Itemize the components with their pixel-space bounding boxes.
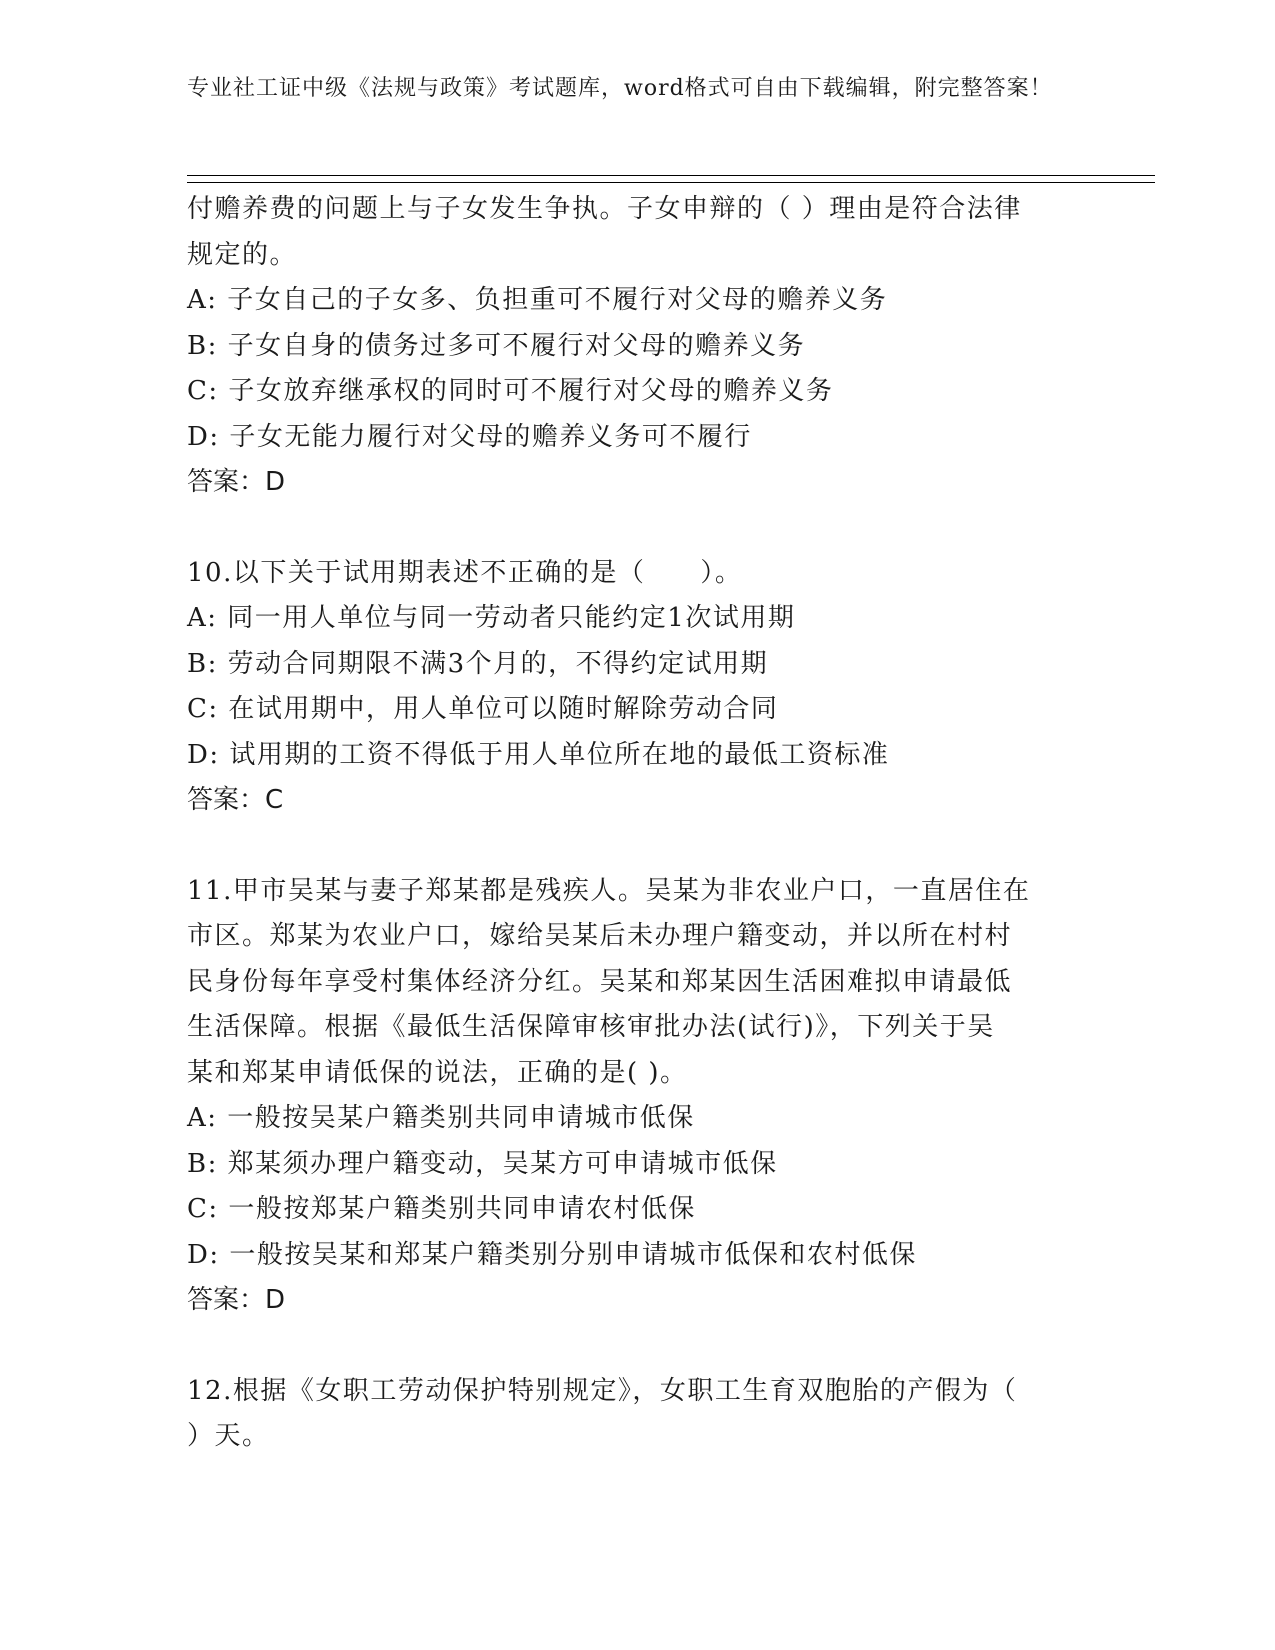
- option-c: C: 一般按郑某户籍类别共同申请农村低保: [187, 1194, 696, 1224]
- option-a: A: 一般按吴某户籍类别共同申请城市低保: [187, 1103, 695, 1133]
- question-stem: 市区。郑某为农业户口，嫁给吴某后未办理户籍变动，并以所在村村: [187, 921, 1013, 951]
- question-12: [187, 1369, 1087, 1460]
- header-divider-bottom: [187, 182, 1155, 183]
- question-stem: 12.根据《女职工劳动保护特别规定》，女职工生育双胞胎的产假为（: [187, 1375, 1018, 1406]
- option-b: B: 劳动合同期限不满3个月的，不得约定试用期: [187, 648, 769, 679]
- option-d: D: 试用期的工资不得低于用人单位所在地的最低工资标准: [187, 739, 890, 770]
- question-list: [187, 187, 1087, 1460]
- question-stem: 付赡养费的问题上与子女发生争执。子女申辩的（ ）理由是符合法律: [187, 194, 1022, 224]
- option-b: B: 郑某须办理户籍变动，吴某方可申请城市低保: [187, 1148, 778, 1179]
- option-a: A: 子女自己的子女多、负担重可不履行对父母的赡养义务: [187, 285, 888, 315]
- option-b: B: 子女自身的债务过多可不履行对父母的赡养义务: [187, 330, 806, 361]
- question-stem: ）天。: [187, 1421, 270, 1451]
- option-c: C: 在试用期中，用人单位可以随时解除劳动合同: [187, 694, 779, 724]
- question-9: [187, 187, 1087, 506]
- question-stem: 生活保障。根据《最低生活保障审核审批办法(试行)》，下列关于吴: [187, 1012, 995, 1042]
- answer: 答案：D: [187, 467, 286, 497]
- header-text: 专业社工证中级《法规与政策》考试题库，word格式可自由下载编辑，附完整答案！: [187, 76, 1053, 101]
- question-11: [187, 869, 1087, 1324]
- question-stem: 规定的。: [187, 239, 298, 270]
- header-divider-top: [187, 175, 1155, 176]
- option-c: C: 子女放弃继承权的同时可不履行对父母的赡养义务: [187, 376, 834, 406]
- option-a: A: 同一用人单位与同一劳动者只能约定1次试用期: [187, 603, 796, 633]
- option-d: D: 子女无能力履行对父母的赡养义务可不履行: [187, 421, 752, 452]
- document-header: [187, 72, 1077, 105]
- question-stem: 某和郑某申请低保的说法，正确的是( )。: [187, 1057, 688, 1088]
- question-stem: 民身份每年享受村集体经济分红。吴某和郑某因生活困难拟申请最低: [187, 966, 1013, 997]
- answer: 答案：D: [187, 1285, 286, 1315]
- question-stem: 11.甲市吴某与妻子郑某都是残疾人。吴某为非农业户口，一直居住在: [187, 875, 1031, 906]
- option-d: D: 一般按吴某和郑某户籍类别分别申请城市低保和农村低保: [187, 1239, 917, 1270]
- answer: 答案：C: [187, 785, 284, 815]
- question-10: [187, 551, 1087, 824]
- question-stem: 10.以下关于试用期表述不正确的是（ ）。: [187, 557, 743, 588]
